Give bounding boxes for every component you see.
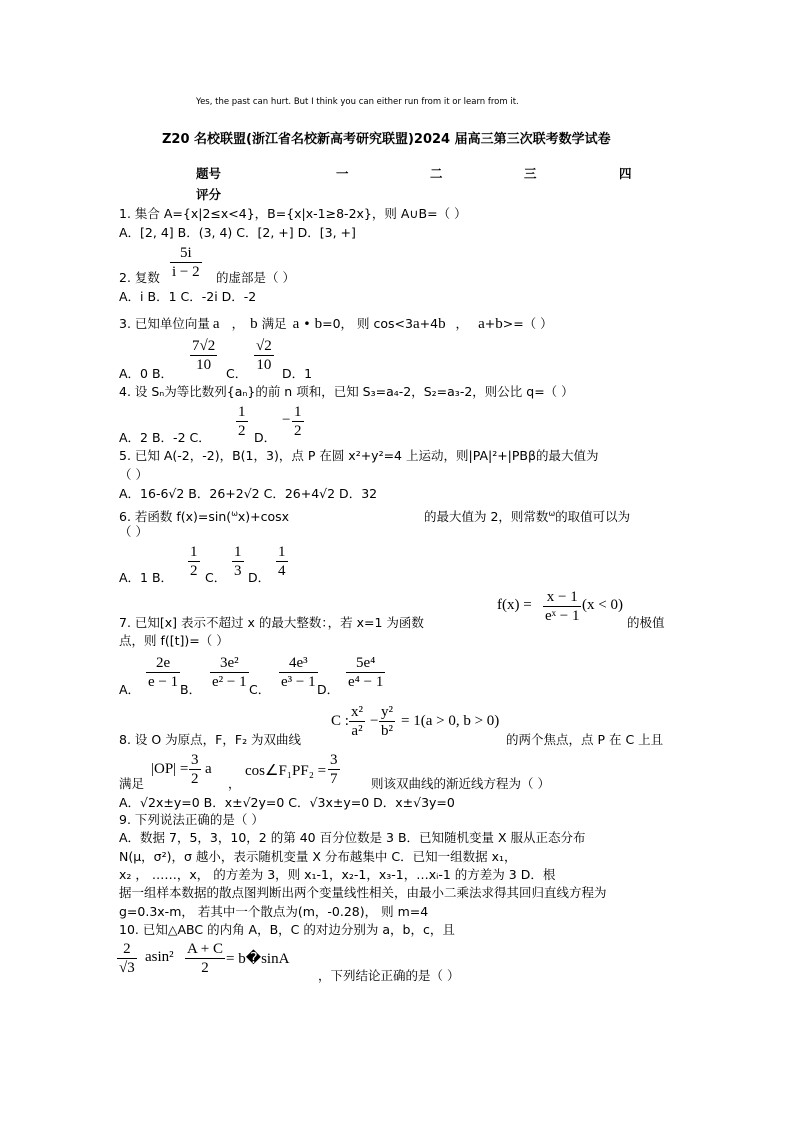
question-8-options: A．√2x±y=0 B．x±√2y=0 C．√3x±y=0 D．x±√3y=0 <box>119 795 455 810</box>
q3-f2-num: √2 <box>256 338 272 354</box>
question-6-stem <box>119 506 289 525</box>
q3-option-c-label: C． <box>226 366 248 381</box>
q8-cos-den: 7 <box>330 771 338 787</box>
question-9-line: x₂ ， ……，x， 的方差为 3，则 x₁-1，x₂-1，x₃-1，…xᵢ-1 的方差为 3 D．根 <box>119 867 556 882</box>
q7-c-fraction <box>279 654 318 691</box>
question-9-line: g=0.3x-m， 若其中一个散点为(m，-0.28)， 则 m=4 <box>119 904 429 919</box>
q4-option-d-label: D． <box>254 430 277 445</box>
question-8-stem-b: 的两个焦点，点 P 在 C 上且 <box>506 732 664 747</box>
q7-func-den: eˣ − 1 <box>545 608 580 624</box>
table-column: 三 <box>524 166 537 181</box>
q2-fraction-den: i − 2 <box>172 264 200 280</box>
q6-option-a: A．1 B． <box>119 570 174 585</box>
q3-part: ， <box>231 316 245 331</box>
q7-option-c: C． <box>249 682 271 697</box>
q10-coef-num: 2 <box>117 940 137 959</box>
q4-option-d-fraction <box>292 403 304 440</box>
q4-option-c-fraction <box>236 403 248 440</box>
question-6-stem-right <box>424 506 630 525</box>
q10-coef-fraction <box>117 940 137 977</box>
q3-part: =0， 则 cos<3 <box>322 316 413 331</box>
q8-y-den: b² <box>381 723 393 739</box>
q10-rhs: = b�sinA <box>226 951 290 967</box>
q6-f1-num: 1 <box>190 544 198 560</box>
question-6-bracket: （ ） <box>119 524 148 539</box>
q7-d-fraction <box>346 654 385 691</box>
q3-vector-b: b <box>495 316 503 332</box>
q7-b-fraction <box>210 654 249 691</box>
q6-option-c-label: C． <box>205 570 227 585</box>
q2-fraction-num: 5i <box>170 244 202 263</box>
q6-f3-den: 4 <box>278 563 286 579</box>
question-2-stem-a: 2. 复数 <box>119 270 160 285</box>
question-9-line: N(μ，σ²)，σ 越小，表示随机变量 X 分布越集中 C．已知一组数据 x₁， <box>119 849 517 864</box>
table-column: 一 <box>336 166 349 181</box>
q7-d-den: e⁴ − 1 <box>348 674 384 690</box>
q7-b-den: e² − 1 <box>212 674 247 690</box>
question-7-stem-a: 7. 已知[x] 表示不超过 x 的最大整数：，若 x=1 为函数 <box>119 615 424 630</box>
table-column: 四 <box>619 166 632 181</box>
question-9-line: 据一组样本数据的散点图判断出两个变量线性相关，由最小二乘法求得其回归直线方程为 <box>119 885 607 900</box>
q6-f3-num: 1 <box>278 544 286 560</box>
question-5-options: A．16-6√2 B．26+2√2 C．26+4√2 D．32 <box>119 486 378 501</box>
header-quote: Yes, the past can hurt. But I think you can either run from it or learn from it. <box>196 97 519 107</box>
q7-func-num: x − 1 <box>543 588 581 607</box>
q3-option-a: A．0 B． <box>119 366 174 381</box>
q4-f2-num: 1 <box>294 404 302 420</box>
q3-vector-a: a <box>412 316 420 332</box>
q3-vector-b: b <box>438 316 446 332</box>
q8-cond-b: ， <box>228 776 241 791</box>
q3-part: >=（ ） <box>502 316 553 331</box>
q3-f1-num: 7√2 <box>192 338 216 354</box>
q6-part: x)+cosx <box>237 509 290 525</box>
question-1-stem: 1. 集合 A={x|2≤x<4}，B={x|x-1≥8-2x}，则 A∪B=（ ） <box>119 206 467 221</box>
q8-x-fraction <box>349 703 365 740</box>
q8-op-num: 3 <box>191 752 199 768</box>
q8-op-lhs: |OP| = <box>151 761 189 777</box>
q3-part: + <box>484 316 496 331</box>
table-header-label: 题号 <box>196 166 222 181</box>
question-9-stem: 9. 下列说法正确的是（ ） <box>119 812 264 827</box>
q8-x-num: x² <box>351 704 363 720</box>
q3-option-c-fraction <box>254 337 274 374</box>
q6-option-b-fraction <box>188 543 200 580</box>
q7-a-den: e − 1 <box>148 674 179 690</box>
q7-option-a: A． <box>119 682 141 697</box>
q7-a-num: 2e <box>146 654 180 673</box>
q3-part: ， <box>455 316 469 331</box>
q6-part: 的最大值为 2，则常数 <box>424 509 549 525</box>
q8-cond-a: 满足 <box>119 776 145 791</box>
q4-f1-num: 1 <box>238 404 246 420</box>
q3-f2-den: 10 <box>256 357 272 373</box>
question-10-tail: ，下列结论正确的是（ ） <box>318 968 460 983</box>
q7-b-num: 3e² <box>210 654 249 673</box>
q7-d-num: 5e⁴ <box>346 654 385 673</box>
q10-angle-num: A + C <box>187 941 223 957</box>
q8-op-den: 2 <box>191 771 199 787</box>
q6-f2-den: 3 <box>234 563 242 579</box>
q7-option-b: B． <box>180 682 202 697</box>
q8-cos-num: 3 <box>330 752 338 768</box>
q3-part: 3. 已知单位向量 <box>119 316 210 331</box>
q8-cos-lhs: cos∠F₁PF₂ = <box>245 763 327 779</box>
q7-func-cond: (x < 0) <box>582 597 623 613</box>
page-title: Z20 名校联盟(浙江省名校新高考研究联盟)2024 届高三第三次联考数学试卷 <box>162 132 611 147</box>
q8-y-num: y² <box>381 704 393 720</box>
q3-vector-b: b <box>314 316 323 332</box>
q6-f2-num: 1 <box>234 544 242 560</box>
q4-f1-den: 2 <box>238 423 246 439</box>
q8-op-fraction <box>189 751 201 788</box>
q4-option-a: A．2 B．-2 C． <box>119 430 211 445</box>
q3-vector-b: b <box>250 316 258 332</box>
question-7-stem-b: 的极值 <box>627 615 665 630</box>
q10-asin: asin² <box>145 949 174 965</box>
q3-vector-a: a <box>478 316 485 332</box>
q3-vector-a: a <box>212 316 220 332</box>
question-10-stem: 10. 已知△ABC 的内角 A，B，C 的对边分别为 a，b，c，且 <box>119 922 455 937</box>
question-9-line: A．数据 7，5，3，10，2 的第 40 百分位数是 3 B．已知随机变量 X 服从正态分布 <box>119 830 586 845</box>
q6-option-c-fraction <box>232 543 244 580</box>
q4-minus-sign: − <box>282 412 291 428</box>
q2-fraction <box>170 244 202 281</box>
q8-op-a: a <box>205 761 212 777</box>
q6-option-d-label: D． <box>248 570 271 585</box>
q7-func-fraction <box>543 588 581 625</box>
q6-part: 的取值可以为 <box>555 509 631 525</box>
q6-omega: ω <box>231 509 238 518</box>
q8-x-den: a² <box>351 723 363 739</box>
q7-func-lhs: f(x) = <box>497 597 532 613</box>
q8-curve-rhs: = 1(a > 0, b > 0) <box>401 713 500 729</box>
q6-part: 6. 若函数 f(x)=sin( <box>119 509 232 525</box>
q10-angle-fraction <box>185 940 225 977</box>
q3-part: 满足 <box>261 316 287 331</box>
q3-part: +4 <box>419 316 439 331</box>
q6-option-d-fraction <box>276 543 288 580</box>
q8-cos-fraction <box>328 751 340 788</box>
question-7-stem-c: 点，则 f([t])=（ ） <box>119 633 229 648</box>
q8-y-fraction <box>379 703 395 740</box>
question-4-stem: 4. 设 Sₙ为等比数列{aₙ}的前 n 项和，已知 S₃=a₄-2，S₂=a₃-2，则公比 q=（ ） <box>119 384 574 399</box>
question-2-options: A．i B．1 C．-2i D．-2 <box>119 289 257 304</box>
question-1-options: A．[2, 4] B．(3, 4) C．[2, +] D．[3, +] <box>119 225 356 240</box>
q3-dot: • <box>303 316 311 331</box>
q10-angle-den: 2 <box>201 960 209 976</box>
q8-cond-c: 则该双曲线的渐近线方程为（ ） <box>371 776 550 791</box>
question-5-bracket: （ ） <box>119 467 148 482</box>
q10-coef-den: √3 <box>119 960 135 976</box>
q8-minus: − <box>370 713 379 729</box>
q6-f1-den: 2 <box>190 563 198 579</box>
q7-c-den: e³ − 1 <box>281 674 316 690</box>
q3-vector-a: a <box>292 316 300 332</box>
q8-curve-lhs: C : <box>331 713 349 729</box>
q3-option-d: D．1 <box>282 366 313 381</box>
q7-c-num: 4e³ <box>279 654 318 673</box>
q3-f1-den: 10 <box>196 357 212 373</box>
q7-a-fraction <box>146 654 180 691</box>
q3-option-b-fraction <box>190 337 217 374</box>
q6-omega: ω <box>548 509 556 518</box>
table-column: 二 <box>430 166 443 181</box>
question-2-stem-b: 的虚部是（ ） <box>216 270 295 285</box>
question-8-stem-a: 8. 设 O 为原点，F，F₂ 为双曲线 <box>119 732 302 747</box>
question-3-stem <box>119 316 553 332</box>
table-row-label: 评分 <box>196 187 222 202</box>
q4-f2-den: 2 <box>294 423 302 439</box>
q7-option-d: D． <box>317 682 340 697</box>
question-5-stem: 5. 已知 A(-2，-2)，B(1，3)，点 P 在圆 x²+y²=4 上运动，则|PA|²+|PBβ的最大值为 <box>119 448 599 463</box>
